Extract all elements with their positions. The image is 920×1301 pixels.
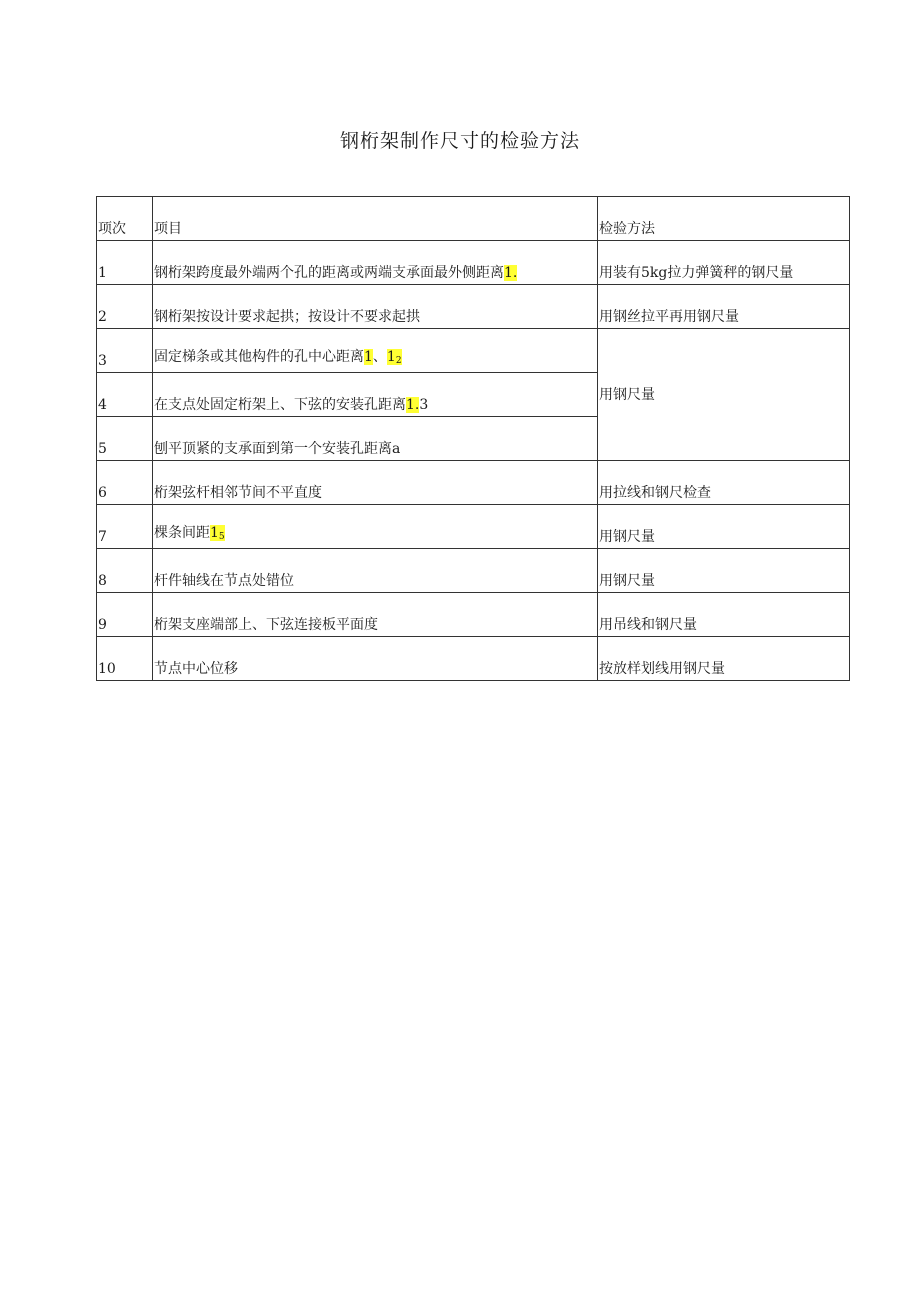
item-text: 在支点处固定桁架上、下弦的安装孔距离: [154, 397, 406, 413]
highlighted-mark: 1.: [504, 265, 518, 281]
table-row: [97, 329, 850, 373]
row-item: [153, 329, 598, 373]
row-item: 杆件轴线在节点处错位: [153, 549, 598, 593]
highlighted-mark: [210, 525, 225, 541]
row-method: 用装有5kg拉力弹簧秤的钢尺量: [598, 241, 850, 285]
separator: 、: [372, 349, 387, 365]
row-item: 桁架支座端部上、下弦连接板平面度: [153, 593, 598, 637]
mark-subscript: 5: [218, 532, 225, 542]
mark-base: 1: [210, 525, 219, 541]
mark-subscript: 2: [395, 356, 402, 366]
row-method: 用钢尺量: [598, 549, 850, 593]
highlighted-mark: 1.: [406, 397, 420, 413]
table-header-row: [97, 197, 850, 241]
row-item: [153, 373, 598, 417]
inspection-table: [96, 196, 850, 681]
table-row: [97, 637, 850, 681]
row-item: [153, 505, 598, 549]
row-item: [153, 241, 598, 285]
item-text: 固定梯条或其他构件的孔中心距离: [154, 349, 364, 365]
item-text: 钢桁架跨度最外端两个孔的距离或两端支承面最外侧距离: [154, 265, 504, 281]
row-no: 1: [97, 241, 153, 285]
table-row: [97, 285, 850, 329]
row-no: 2: [97, 285, 153, 329]
header-method: 检验方法: [598, 197, 850, 241]
row-no: 4: [97, 373, 153, 417]
row-no: 3: [97, 329, 153, 373]
header-item: 项目: [153, 197, 598, 241]
row-item: 桁架弦杆相邻节间不平直度: [153, 461, 598, 505]
row-method: 按放样划线用钢尺量: [598, 637, 850, 681]
row-no: 7: [97, 505, 153, 549]
header-no: 项次: [97, 197, 153, 241]
row-method: 用吊线和钢尺量: [598, 593, 850, 637]
row-no: 9: [97, 593, 153, 637]
row-method-merged: 用钢尺量: [598, 329, 850, 461]
highlighted-mark: 1: [364, 349, 373, 365]
table-row: [97, 505, 850, 549]
row-item: 刨平顶紧的支承面到第一个安装孔距离a: [153, 417, 598, 461]
highlighted-mark: [387, 349, 402, 365]
row-no: 5: [97, 417, 153, 461]
row-method: 用钢丝拉平再用钢尺量: [598, 285, 850, 329]
row-method: 用拉线和钢尺检查: [598, 461, 850, 505]
item-text: 棵条间距: [154, 525, 210, 541]
row-method: 用钢尺量: [598, 505, 850, 549]
table-row: [97, 549, 850, 593]
item-suffix: 3: [419, 397, 429, 413]
table-row: [97, 461, 850, 505]
row-item: 钢桁架按设计要求起拱；按设计不要求起拱: [153, 285, 598, 329]
row-no: 6: [97, 461, 153, 505]
page-title: 钢桁架制作尺寸的检验方法: [339, 130, 580, 152]
row-no: 10: [97, 637, 153, 681]
table-row: [97, 241, 850, 285]
row-item: 节点中心位移: [153, 637, 598, 681]
mark-base: 1: [386, 349, 396, 365]
table-row: [97, 593, 850, 637]
row-no: 8: [97, 549, 153, 593]
